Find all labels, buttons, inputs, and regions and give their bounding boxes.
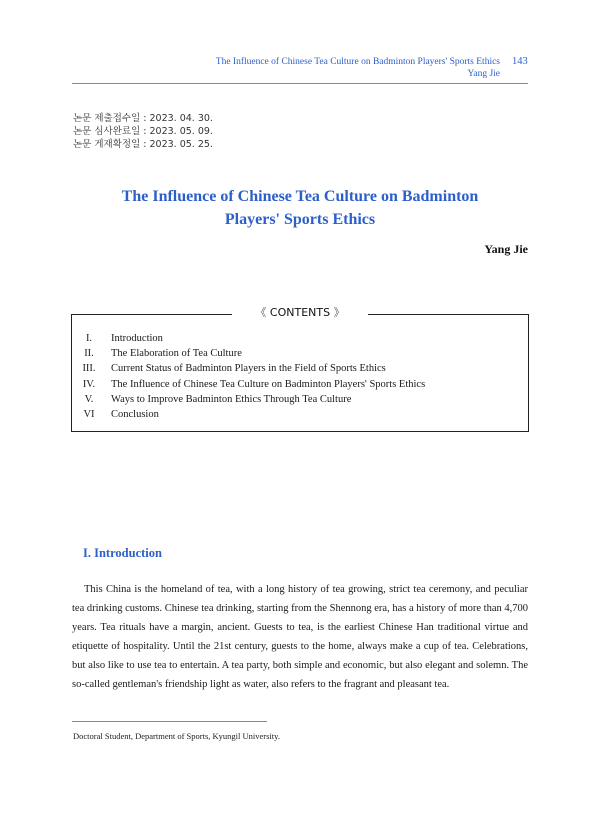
contents-item-text: Current Status of Badminton Players in the Field of Sports Ethics [111,363,386,375]
contents-item-text: Ways to Improve Badminton Ethics Through Tea Culture [111,393,352,405]
contents-heading: 《 CONTENTS 》 [232,305,368,321]
contents-item-text: The Elaboration of Tea Culture [111,348,242,360]
submission-dates [73,112,213,151]
contents-item-text: Conclusion [111,408,159,420]
contents-item [72,377,526,392]
header-rule [72,83,528,84]
body-paragraph: This China is the homeland of tea, with a long history of tea growing, strict tea ceremony, and peculiar tea drinking customs. Chinese tea drinking, starting from the Shennong era, has a history of more than 4,700 years. Tea rituals have a margin, ancient. Guests to tea, is the earliest Chinese Han traditional virtue and etiquette of hospitality. Until the 21st century, guests to the home, always make a cup of tea. Celebrations, but also like to use tea to entertain. A tea party, both simple and economic, but also elegant and solemn. The so-called gentleman's friendship light as water, also refers to the fragrant and pleasant tea. [72,584,528,690]
date-accepted: 논문 게재확정일 : 2023. 05. 25. [73,139,213,150]
contents-item-number: VI [83,408,95,420]
contents-item [72,346,526,361]
contents-item [72,361,526,376]
title-line-2: Players' Sports Ethics [224,211,376,228]
contents-item [72,407,526,422]
date-submitted: 논문 제출접수일 : 2023. 04. 30. [73,113,213,124]
running-author: Yang Jie [467,69,500,79]
author-name: Yang Jie [484,242,528,256]
running-head [140,56,500,80]
paper-title [72,185,528,231]
contents-item-number: III. [82,363,96,375]
footnote: Doctoral Student, Department of Sports, Kyungil University. [73,731,280,741]
contents-item-text: The Influence of Chinese Tea Culture on Badminton Players' Sports Ethics [111,378,426,390]
contents-item-number: I. [85,333,93,344]
footnote-rule [72,721,267,722]
contents-item-text: Introduction [111,333,163,344]
contents-list [72,331,526,422]
title-line-1: The Influence of Chinese Tea Culture on Badminton [121,188,479,205]
page-number: 143 [512,56,528,67]
contents-item-number: IV. [82,378,96,390]
contents-item [72,392,526,407]
section-heading: I. Introduction [83,546,162,560]
contents-item-number: V. [84,393,94,405]
date-reviewed: 논문 심사완료일 : 2023. 05. 09. [73,126,213,137]
running-title: The Influence of Chinese Tea Culture on Badminton Players' Sports Ethics [215,57,500,67]
contents-item-number: II. [84,348,94,360]
contents-item [72,331,526,346]
